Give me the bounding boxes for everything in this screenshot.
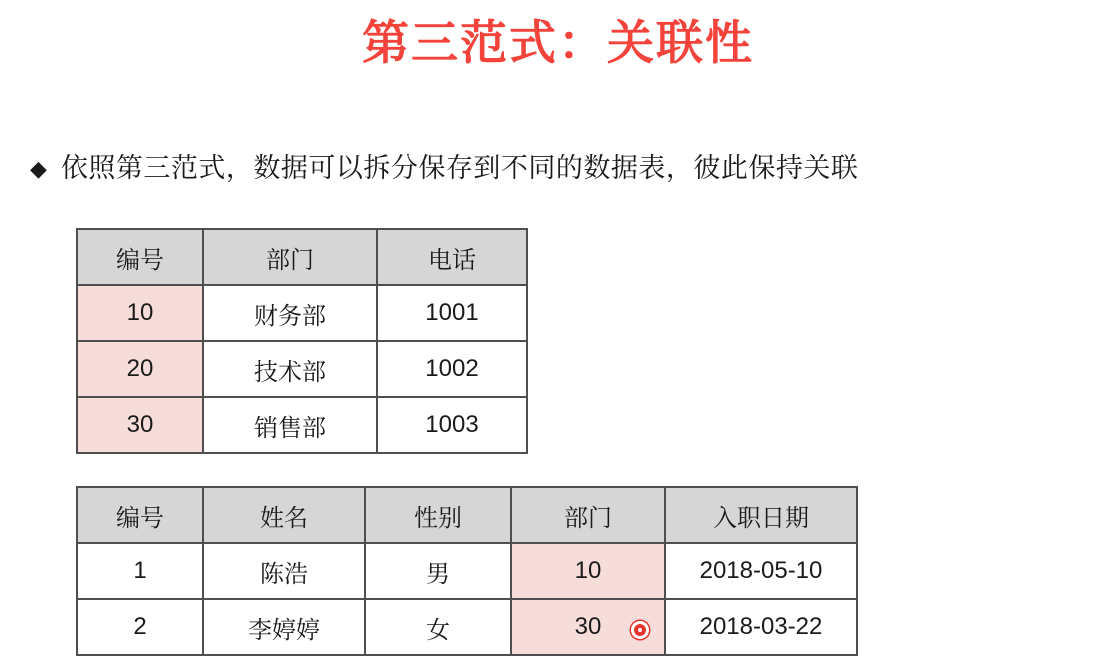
column-header-emp-gender: 性别 [365, 487, 511, 543]
column-header-emp-name: 姓名 [203, 487, 365, 543]
cell-dept-phone: 1001 [377, 285, 527, 341]
table-row [77, 543, 857, 599]
table-header-row [77, 229, 527, 285]
column-header-dept-phone: 电话 [377, 229, 527, 285]
table-row [77, 285, 527, 341]
mouse-cursor-icon [631, 621, 649, 639]
cell-emp-hiredate: 2018-05-10 [665, 543, 857, 599]
bullet-point-text: 依照第三范式，数据可以拆分保存到不同的数据表，彼此保持关联 [60, 153, 859, 183]
column-header-dept-name: 部门 [203, 229, 377, 285]
column-header-emp-id: 编号 [77, 487, 203, 543]
cell-emp-name: 李婷婷 [203, 599, 365, 655]
table-row [77, 397, 527, 453]
cell-emp-dept: 10 [511, 543, 665, 599]
cell-dept-name: 财务部 [203, 285, 377, 341]
cell-emp-dept: 30 [511, 599, 665, 655]
column-header-emp-dept: 部门 [511, 487, 665, 543]
table-row [77, 599, 857, 655]
department-table [76, 228, 528, 454]
page-title: 第三范式：关联性 [362, 16, 754, 69]
bullet-point [30, 150, 1090, 186]
cell-emp-name: 陈浩 [203, 543, 365, 599]
cell-dept-name: 销售部 [203, 397, 377, 453]
cell-dept-name: 技术部 [203, 341, 377, 397]
cell-emp-gender: 男 [365, 543, 511, 599]
column-header-emp-hiredate: 入职日期 [665, 487, 857, 543]
cell-emp-id: 2 [77, 599, 203, 655]
cell-dept-id: 20 [77, 341, 203, 397]
cell-dept-phone: 1003 [377, 397, 527, 453]
cell-emp-gender: 女 [365, 599, 511, 655]
cell-dept-id: 30 [77, 397, 203, 453]
table-header-row [77, 487, 857, 543]
diamond-bullet-icon: ◆ [30, 156, 47, 181]
cursor-highlight-icon [638, 628, 642, 632]
employee-table [76, 486, 858, 656]
column-header-dept-id: 编号 [77, 229, 203, 285]
cell-emp-hiredate: 2018-03-22 [665, 599, 857, 655]
cell-dept-phone: 1002 [377, 341, 527, 397]
table-row [77, 341, 527, 397]
cell-dept-id: 10 [77, 285, 203, 341]
cell-emp-id: 1 [77, 543, 203, 599]
